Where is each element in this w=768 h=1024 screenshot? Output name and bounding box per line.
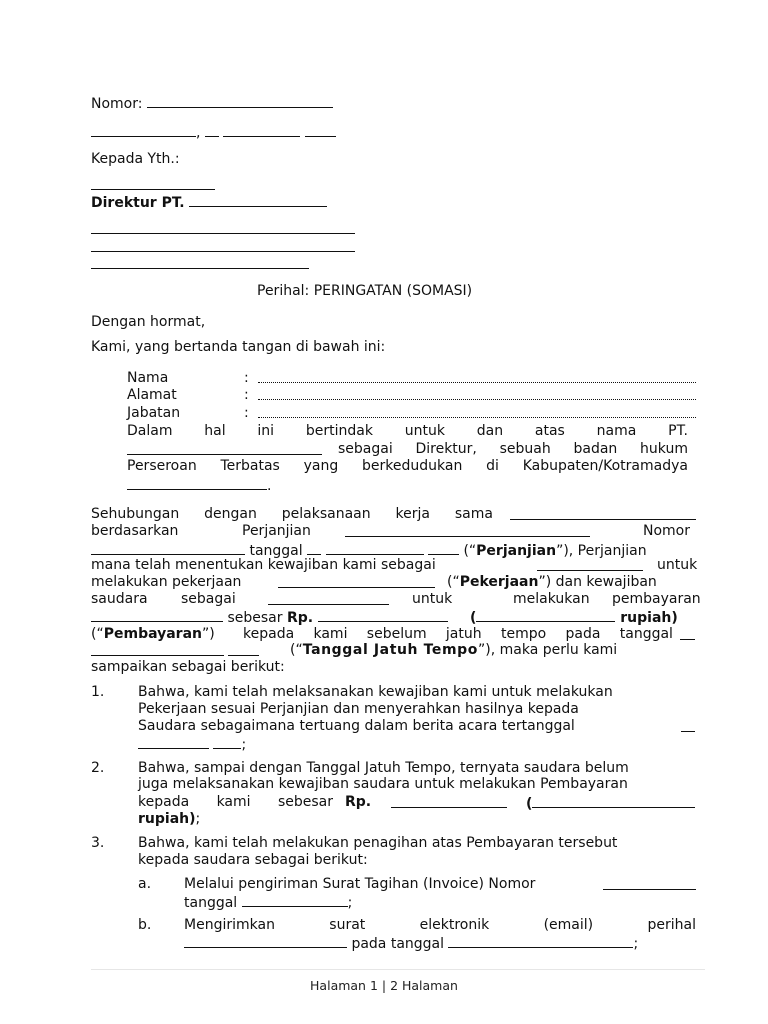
year-blank [305,123,336,137]
nomor-blank [147,94,333,108]
para1-line7: sebesar Rp. [91,608,448,626]
company-blank [189,193,327,207]
place-blank [91,123,196,137]
para1-line1: Sehubungan dengan pelaksanaan kerja sama [91,506,493,522]
perihal-title: PERINGATAN (SOMASI) [313,283,473,299]
salam: Dengan hormat, [91,314,206,330]
para1-line3: tanggal (“Perjanjian”), Perjanjian [91,541,647,559]
field-jabatan-dots [258,405,696,422]
pembayaran-def: (“Pembayaran”) [91,626,215,642]
rupiah-words: ( rupiah) [470,610,678,626]
month-blank [223,123,300,137]
day-blank [205,123,219,137]
rupiah-close: rupiah); [138,811,201,827]
field-nama-label: Nama [127,370,169,386]
dalam-hal-line: Dalam hal ini bertindak untuk dan atas nama PT. [127,423,688,439]
jatuh-tempo-line [91,642,259,660]
perihal-line [257,283,472,299]
footer-divider [91,969,705,970]
direktur-line [91,193,327,211]
perjanjian-title-blank [345,523,590,541]
kepada-yth: Kepada Yth.: [91,151,180,167]
nomor-label: Nomor: [91,96,143,112]
perseroan-line: Perseroan Terbatas yang berkedudukan di Kabupaten/Kotramadya [127,458,688,474]
recipient-name-line [91,176,215,194]
berita-acara-date: ; [138,735,246,753]
pekerjaan-def: (“Pekerjaan”) dan kewajiban [447,574,657,590]
direktur-label: Direktur PT. [91,195,185,211]
address-line-2 [91,238,355,256]
date-line: , [91,123,336,141]
perihal-label: Perihal: [257,283,310,299]
email-details: pada tanggal ; [184,934,638,952]
invoice-date: tanggal ; [184,895,353,911]
kerja-sama-blank [510,506,696,524]
field-jabatan-label: Jabatan [127,405,181,421]
pt-name-blank [127,441,322,459]
tanggal-jatuh-tempo-def: (“Tanggal Jatuh Tempo”), maka perlu kami [290,642,618,658]
direktur-badan-hukum-line: sebagai Direktur, sebuah badan hukum [338,441,688,457]
field-alamat-label: Alamat [127,387,177,403]
intro-text: Kami, yang bertanda tangan di bawah ini: [91,339,386,355]
city-blank-line: . [127,476,271,494]
field-alamat-dots [258,387,696,404]
address-line-3 [91,255,309,273]
address-line-1 [91,220,355,238]
field-nama-dots [258,370,696,387]
nomor-line [91,94,333,112]
page-footer: Halaman 1 | 2 Halaman [310,978,458,993]
